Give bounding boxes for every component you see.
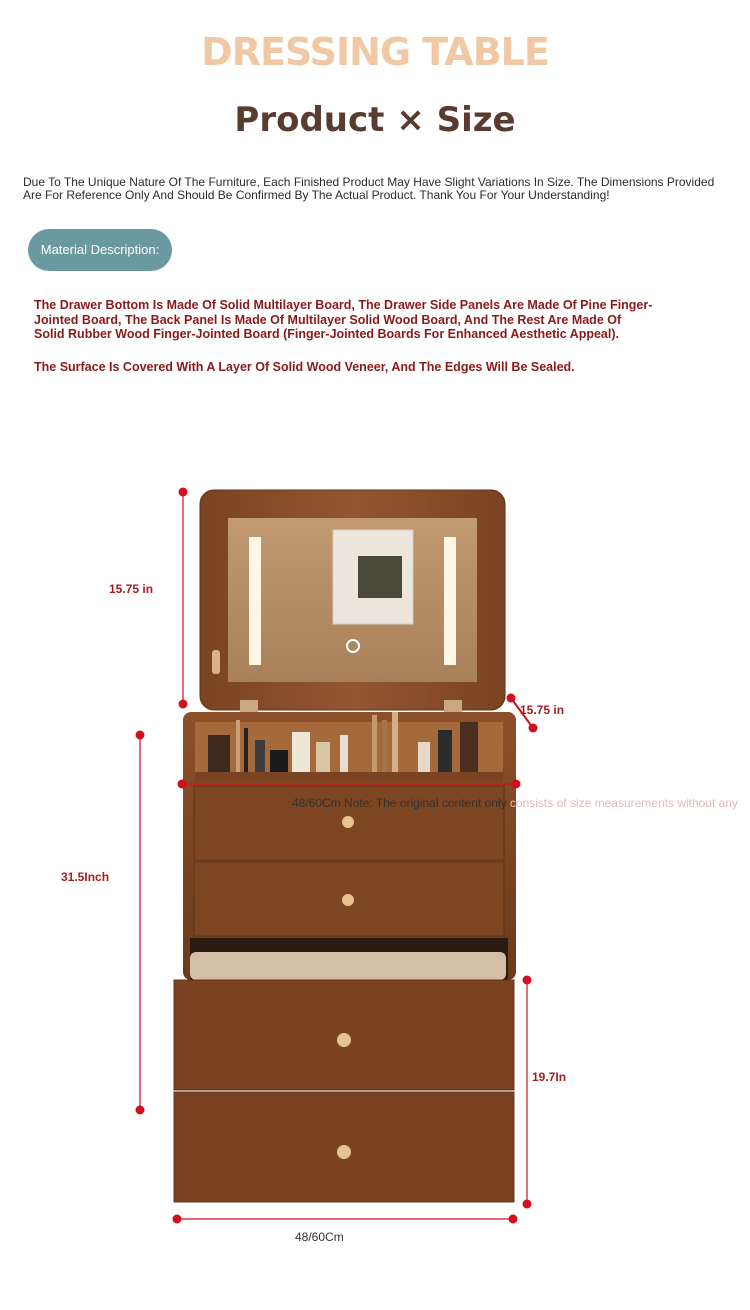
material-badge: Material Description: <box>28 229 172 271</box>
eyebrow-title: DRESSING TABLE <box>201 30 549 74</box>
width-label: 48/60Cm <box>295 1230 344 1244</box>
mirror-lid <box>200 490 505 710</box>
size-note-text: 48/60Cm Note: The original content only <box>292 796 507 810</box>
size-note-faded: consists of size measurements without any <box>509 796 739 810</box>
size-disclaimer: Due To The Unique Nature Of The Furniture, Each Finished Product May Have Slight Variations In Size. The Dimensions Provided Are For Reference Only And Should Be Confirmed By The Actual Product. Thank You For Your Understanding! <box>23 175 715 202</box>
body-height-label: 31.5Inch <box>61 870 110 884</box>
material-paragraph-1: The Drawer Bottom Is Made Of Solid Multilayer Board, The Drawer Side Panels Are Made Of Pine Finger-Jointed Board, The Back Panel Is Made Of Multilayer Solid Wood Board, And The Rest Are Made Of Solid Rubber Wood Finger-Jointed Board (Finger-Jointed Boards For Enhanced Aesthetic Appeal). <box>34 298 653 341</box>
size-note <box>292 796 750 810</box>
lower-height-label: 19.7In <box>532 1070 567 1084</box>
mirror-height-label: 15.75 in <box>109 582 154 596</box>
lower-drawers <box>174 980 514 1202</box>
material-paragraph-2: The Surface Is Covered With A Layer Of Solid Wood Veneer, And The Edges Will Be Sealed. <box>34 360 575 374</box>
mirror-depth-label: 15.75 in <box>520 703 565 717</box>
page-title: Product × Size <box>234 100 516 140</box>
stool-cushion <box>190 952 506 980</box>
